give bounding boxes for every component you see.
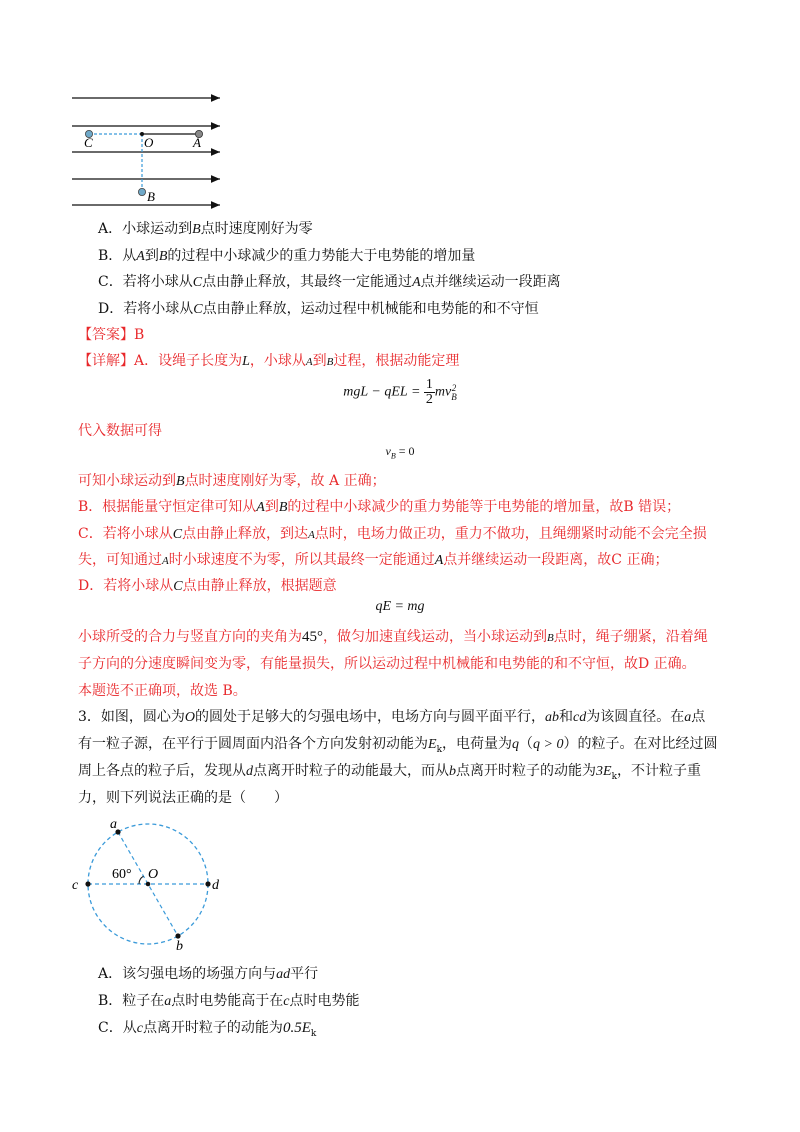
var: A — [308, 529, 315, 541]
var: B — [326, 356, 334, 368]
var: ad — [276, 967, 291, 982]
var: C — [173, 579, 183, 594]
var: A — [305, 356, 313, 368]
var: c — [136, 1021, 143, 1036]
text: 点时电势能高于在 — [171, 993, 284, 1009]
text: 点并继续运动一段距离 — [420, 274, 561, 290]
text: ，不计粒子重 — [617, 763, 702, 779]
var: B — [158, 249, 168, 264]
subscript: k — [611, 771, 618, 782]
explanation-line-3 — [78, 470, 386, 490]
text: 点时电势能 — [289, 993, 360, 1009]
text: 可知小球运动到 — [78, 473, 176, 489]
point-o — [146, 882, 151, 887]
var: c — [283, 994, 290, 1009]
label-b: b — [176, 939, 183, 954]
q2-option-a — [98, 218, 313, 238]
text: 点由静止释放，其最终一定能通过 — [202, 274, 413, 290]
text: 代入数据可得 — [78, 423, 162, 439]
text: 点 — [691, 709, 706, 725]
text: 周上各点的粒子后，发现从 — [78, 763, 246, 779]
text: B．从 — [98, 248, 137, 264]
eq-rhs: = 0 — [395, 444, 415, 458]
text: 点由静止释放，到达 — [182, 526, 309, 542]
subscript: k — [436, 744, 443, 755]
explanation-line-2 — [78, 420, 162, 440]
var: q — [512, 737, 520, 752]
var: A — [412, 275, 421, 290]
var: B — [176, 474, 185, 489]
var: C — [172, 527, 183, 542]
text: 时小球速度不为零，所以其最终一定能通过 — [168, 552, 435, 568]
equation-energy-theorem — [0, 378, 800, 407]
explanation-line-10 — [78, 680, 247, 700]
text: ，做匀加速直线运动，当小球运动到 — [323, 629, 547, 645]
explanation-line-9 — [78, 653, 696, 673]
q3-line-2 — [78, 733, 717, 755]
q3-option-a — [98, 963, 318, 983]
equation-qe-mg — [0, 599, 800, 615]
label-a: A — [193, 135, 201, 150]
text: A．该匀强电场的场强方向与 — [98, 966, 277, 982]
text: 点时，绳子绷紧，沿着绳 — [553, 629, 708, 645]
var: A — [162, 555, 169, 567]
text: 小球所受的合力与竖直方向的夹角为 — [78, 629, 302, 645]
q2-option-d — [98, 298, 539, 318]
point-b — [175, 933, 180, 938]
q3-line-4 — [78, 787, 288, 807]
text: 的过程中小球减少的重力势能大于电势能的增加量 — [167, 248, 476, 264]
point-d — [205, 881, 210, 886]
text: ，小球从 — [249, 353, 306, 369]
q3-option-b — [98, 990, 360, 1010]
label-a: a — [110, 817, 117, 832]
text: ，电荷量为 — [442, 736, 513, 752]
text: 点离开时粒子的动能为 — [142, 1020, 283, 1036]
var: B — [192, 222, 201, 237]
var: C — [193, 302, 203, 317]
text: C．从 — [98, 1020, 137, 1036]
label-c: C — [84, 135, 93, 150]
eq-lhs: mgL − qEL = — [343, 384, 421, 400]
angle-label: 60° — [112, 867, 132, 882]
answer-value: B — [134, 327, 145, 343]
text: C．若将小球从 — [98, 274, 193, 290]
text: 点并继续运动一段距离，故C 正确； — [443, 552, 669, 568]
text: 到 — [264, 499, 279, 515]
eq-rhs: mv — [434, 384, 452, 400]
var: v — [385, 444, 391, 458]
q3-option-c — [98, 1017, 316, 1039]
equation-vb-zero — [0, 444, 800, 460]
text: B．根据能量守恒定律可知从 — [78, 499, 257, 515]
fraction-den: 2 — [425, 392, 433, 407]
label-c: c — [72, 878, 79, 893]
explanation-line-4 — [78, 496, 680, 516]
text: D．若将小球从 — [98, 301, 194, 317]
subscript: B — [451, 391, 457, 402]
var: 3E — [596, 764, 612, 779]
text: C．若将小球从 — [78, 526, 173, 542]
text: D．若将小球从 — [78, 578, 174, 594]
text: 到 — [144, 248, 159, 264]
text: 3．如图，圆心为 — [78, 709, 185, 725]
var: B — [278, 500, 288, 515]
subscript: k — [310, 1028, 317, 1039]
explanation-label: 【详解】 — [78, 353, 134, 369]
answer-label: 【答案】 — [78, 327, 134, 343]
q2-option-b — [98, 245, 475, 265]
text: 点由静止释放，根据题意 — [182, 578, 337, 594]
text: 力，则下列说法正确的是（ ） — [78, 790, 288, 806]
explanation-line-5 — [78, 523, 707, 543]
label-d: d — [212, 878, 219, 893]
explanation-line-7 — [78, 575, 337, 595]
var: 0.5E — [282, 1020, 311, 1036]
text: （ — [519, 736, 534, 752]
text: 点时，电场力做正功，重力不做功，且绳绷紧时动能不会完全损 — [314, 526, 707, 542]
text: B．粒子在 — [98, 993, 165, 1009]
text: 点离开时粒子的动能最大，而从 — [253, 763, 449, 779]
text: 子方向的分速度瞬间变为零，有能量损失，所以运动过程中机械能和电势能的和不守恒，故D 正确。 — [78, 656, 696, 672]
text: 和 — [559, 709, 574, 725]
text: 点时速度刚好为零 — [200, 221, 313, 237]
text: 平行 — [290, 966, 319, 982]
point-c — [85, 881, 90, 886]
text: ）的粒子。在对比经过圆 — [563, 736, 718, 752]
var: A — [136, 249, 145, 264]
text: 点时速度刚好为零，故 A 正确； — [184, 473, 386, 489]
text: 本题选不正确项，故选 B。 — [78, 683, 247, 699]
var: A — [434, 553, 444, 568]
superscript: 2 — [451, 382, 457, 393]
label-o: O — [148, 867, 159, 882]
figure-circle-diagram — [66, 812, 236, 954]
explanation-line-1 — [78, 350, 459, 370]
angle-arc — [139, 876, 144, 884]
fraction-half — [424, 378, 435, 407]
eq-text: qE = mg — [375, 599, 425, 614]
text: 失，可知通过 — [78, 552, 162, 568]
q3-line-1 — [78, 706, 705, 726]
text: 的过程中小球减少的重力势能等于电势能的增加量，故B 错误； — [287, 499, 681, 515]
var: E — [428, 737, 437, 752]
var: B — [547, 632, 554, 644]
var: ab — [545, 710, 560, 725]
label-o: O — [144, 135, 154, 150]
var: a — [164, 994, 172, 1009]
var: L — [242, 354, 250, 369]
text: 为该圆直径。在 — [586, 709, 685, 725]
explanation-line-8 — [78, 626, 708, 646]
q3-line-3 — [78, 760, 701, 782]
text: A．小球运动到 — [98, 221, 193, 237]
var: cd — [573, 710, 587, 725]
angle-value: 45° — [302, 629, 323, 645]
var: O — [184, 710, 196, 725]
var: a — [684, 710, 692, 725]
text: 的圆处于足够大的匀强电场中，电场方向与圆平面平行， — [195, 709, 546, 725]
var: C — [192, 275, 203, 290]
var: A — [256, 500, 265, 515]
var: b — [449, 764, 456, 779]
var: q > 0 — [533, 737, 564, 752]
text: 过程，根据动能定理 — [333, 353, 460, 369]
subscript: B — [390, 451, 396, 461]
figure-electric-field-lines — [60, 88, 240, 210]
q2-option-c — [98, 271, 561, 291]
text: A．设绳子长度为 — [134, 353, 243, 369]
answer-line — [78, 324, 144, 344]
text: 点离开时粒子的动能为 — [456, 763, 596, 779]
var: d — [246, 764, 253, 779]
text: 点由静止释放，运动过程中机械能和电势能的和不守恒 — [202, 301, 539, 317]
ball-b — [138, 188, 145, 195]
explanation-line-6 — [78, 549, 668, 569]
text: 有一粒子源，在平行于圆周面内沿各个方向发射初动能为 — [78, 736, 428, 752]
fraction-num: 1 — [425, 377, 433, 392]
label-b: B — [147, 189, 155, 204]
text: 到 — [312, 353, 327, 369]
